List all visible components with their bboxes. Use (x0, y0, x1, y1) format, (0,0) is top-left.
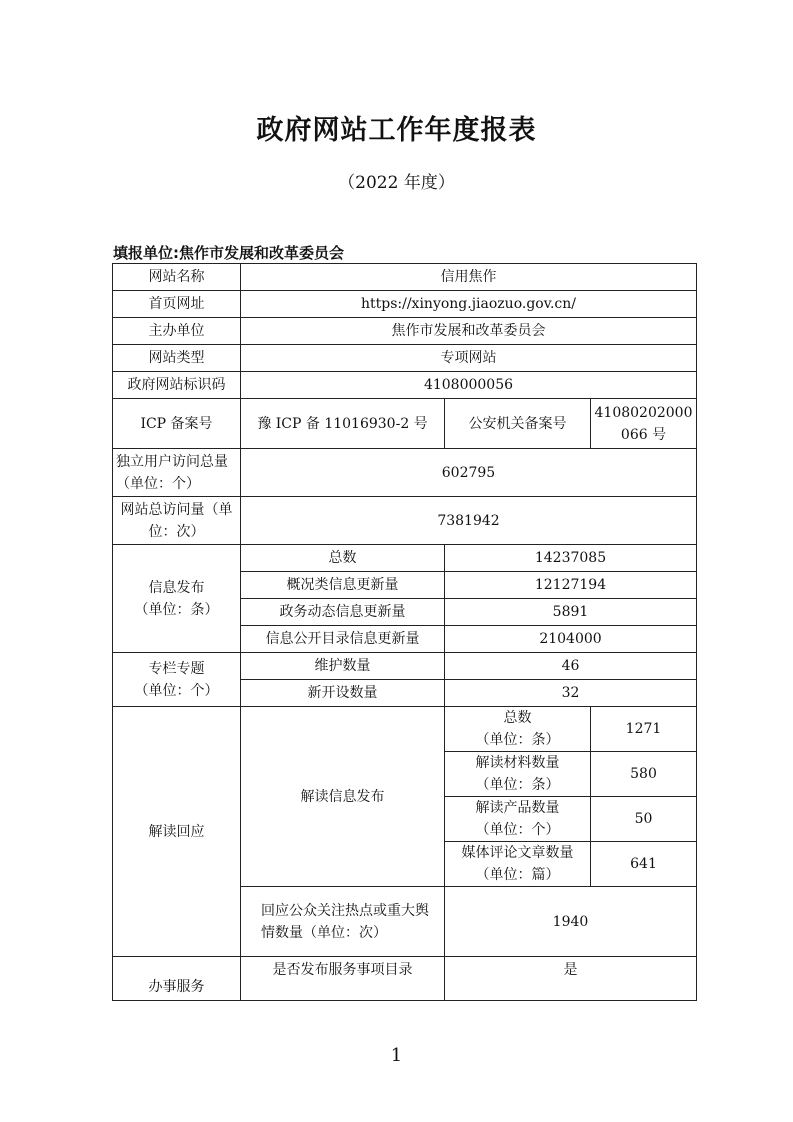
site-name-value: 信用焦作 (241, 264, 697, 291)
unique-visitors-value: 602795 (241, 449, 697, 497)
table-row (113, 957, 697, 1001)
interp-item-value: 580 (591, 752, 697, 797)
icp-value: 豫 ICP 备 11016930-2 号 (241, 399, 445, 449)
reporting-unit: 填报单位:焦作市发展和改革委员会 (113, 244, 345, 262)
interp-item-label (445, 752, 591, 797)
interp-item-value: 1271 (591, 707, 697, 752)
table-row (113, 318, 697, 345)
info-item-value: 14237085 (445, 545, 697, 572)
columns-item-value: 32 (445, 680, 697, 707)
interp-item-unit: （单位：条） (475, 732, 560, 748)
interp-item-unit: （单位：篇） (475, 867, 560, 883)
sponsor-label: 主办单位 (113, 318, 241, 345)
table-row (113, 372, 697, 399)
info-item-value: 12127194 (445, 572, 697, 599)
interpretation-sub-label: 解读信息发布 (241, 707, 445, 887)
columns-label (113, 653, 241, 707)
page-title: 政府网站工作年度报表 (256, 115, 537, 146)
info-item-label: 信息公开目录信息更新量 (241, 626, 445, 653)
info-item-value: 2104000 (445, 626, 697, 653)
info-item-label: 政务动态信息更新量 (241, 599, 445, 626)
interp-item-label (445, 797, 591, 842)
info-release-unit: （单位：条） (134, 601, 219, 618)
interp-item-name: 总数 (503, 710, 532, 726)
interp-item-label (445, 707, 591, 752)
interpretation-label: 解读回应 (113, 707, 241, 957)
interp-item-label (445, 842, 591, 887)
table-row (113, 707, 697, 752)
table-row (113, 345, 697, 372)
services-item-value: 是 (445, 957, 697, 1001)
icp-label: ICP 备案号 (113, 399, 241, 449)
report-year: （2022 年度） (338, 173, 455, 193)
info-item-label: 总数 (241, 545, 445, 572)
info-release-label (113, 545, 241, 653)
total-visits-label: 网站总访问量（单位：次） (113, 497, 241, 545)
table-row (113, 497, 697, 545)
response-value: 1940 (445, 887, 697, 957)
site-type-label: 网站类型 (113, 345, 241, 372)
columns-item-value: 46 (445, 653, 697, 680)
table-row (113, 449, 697, 497)
home-url-value: https://xinyong.jiaozuo.gov.cn/ (241, 291, 697, 318)
gov-id-label: 政府网站标识码 (113, 372, 241, 399)
info-item-label: 概况类信息更新量 (241, 572, 445, 599)
table-row (113, 545, 697, 572)
columns-unit: （单位：个） (134, 682, 219, 699)
site-type-value: 专项网站 (241, 345, 697, 372)
columns-item-label: 新开设数量 (241, 680, 445, 707)
info-item-value: 5891 (445, 599, 697, 626)
police-record-value: 41080202000 066 号 (591, 399, 697, 449)
columns-title: 专栏专题 (148, 660, 205, 677)
police-record-label: 公安机关备案号 (445, 399, 591, 449)
interp-item-name: 解读产品数量 (475, 800, 560, 816)
gov-id-value: 4108000056 (241, 372, 697, 399)
table-row (113, 264, 697, 291)
columns-item-label: 维护数量 (241, 653, 445, 680)
home-url-label: 首页网址 (113, 291, 241, 318)
services-label: 办事服务 (113, 957, 241, 1001)
services-item-label: 是否发布服务事项目录 (241, 957, 445, 1001)
table-row (113, 291, 697, 318)
interp-item-unit: （单位：个） (475, 822, 560, 838)
interp-item-unit: （单位：条） (475, 777, 560, 793)
interp-item-value: 641 (591, 842, 697, 887)
page-number: 1 (390, 1045, 403, 1066)
table-row (113, 653, 697, 680)
unique-visitors-label: 独立用户访问总量（单位：个） (113, 449, 241, 497)
table-row (113, 399, 697, 449)
total-visits-value: 7381942 (241, 497, 697, 545)
response-label: 回应公众关注热点或重大舆情数量（单位：次） (241, 887, 445, 957)
info-release-title: 信息发布 (148, 579, 205, 596)
interp-item-name: 解读材料数量 (475, 755, 560, 771)
report-table (112, 263, 697, 1001)
interp-item-name: 媒体评论文章数量 (461, 845, 574, 861)
interp-item-value: 50 (591, 797, 697, 842)
sponsor-value: 焦作市发展和改革委员会 (241, 318, 697, 345)
site-name-label: 网站名称 (113, 264, 241, 291)
